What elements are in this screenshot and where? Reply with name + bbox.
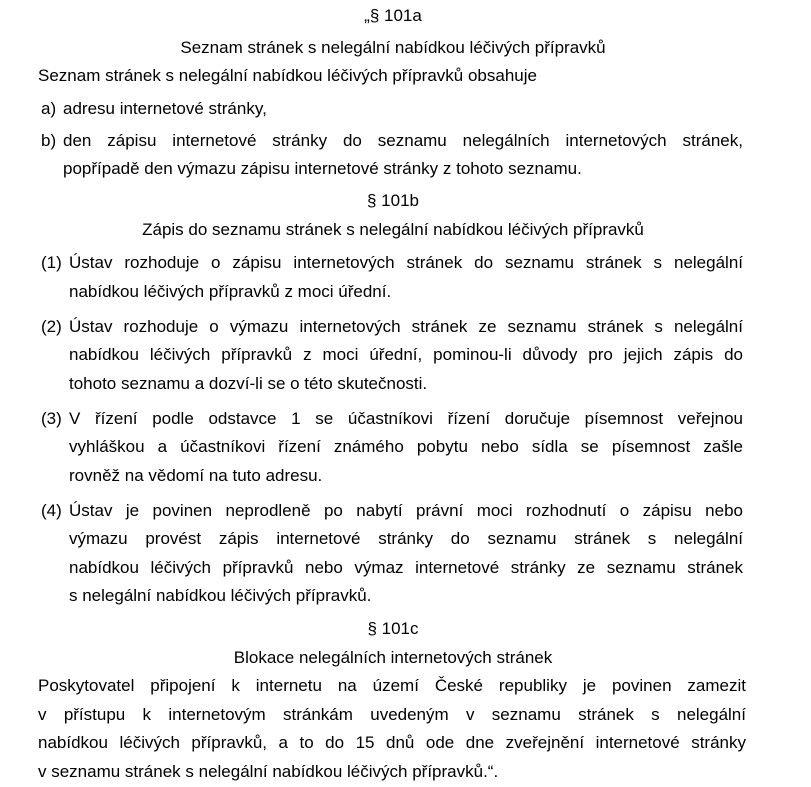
section-101a-intro: Seznam stránek s nelegální nabídkou léčivých přípravků obsahuje	[38, 66, 537, 85]
paragraph-text: Ústav rozhoduje o zápisu internetových stránek do seznamu stránek s nelegální	[69, 253, 743, 272]
item-text: popřípadě den výmazu zápisu internetové stránky z tohoto seznamu.	[63, 159, 582, 178]
paragraph-text: s nelegální nabídkou léčivých přípravků.	[69, 586, 372, 605]
item-text: den zápisu internetové stránky do seznamu nelegálních internetových stránek,	[63, 131, 743, 150]
section-101b-heading: § 101b	[367, 191, 419, 210]
paragraph-number: (4)	[41, 501, 62, 520]
paragraph-text: tohoto seznamu a dozví-li se o této skutečnosti.	[69, 374, 428, 393]
section-101b-title: Zápis do seznamu stránek s nelegální nabídkou léčivých přípravků	[142, 220, 644, 239]
paragraph-text: výmazu provést zápis internetové stránky do seznamu stránek s nelegální	[69, 529, 743, 548]
section-101c-heading: § 101c	[367, 619, 419, 638]
body-text: Poskytovatel připojení k internetu na území České republiky je povinen zamezit	[38, 676, 746, 695]
item-label: a)	[41, 99, 57, 118]
body-text: nabídkou léčivých přípravků, a to do 15 dnů ode dne zveřejnění internetové stránky	[38, 733, 746, 752]
paragraph-text: nabídkou léčivých přípravků nebo výmaz internetové stránky ze seznamu stránek	[69, 558, 743, 577]
paragraph-number: (2)	[41, 317, 62, 336]
section-101a-title: Seznam stránek s nelegální nabídkou léčivých přípravků	[180, 38, 606, 57]
paragraph-text: vyhláškou a účastníkovi řízení známého pobytu nebo sídla se písemnost zašle	[69, 437, 743, 456]
paragraph-text: nabídkou léčivých přípravků z moci úřední, pominou-li důvody pro jejich zápis do	[69, 345, 743, 364]
paragraph-text: nabídkou léčivých přípravků z moci úřední.	[69, 282, 392, 301]
paragraph-number: (1)	[41, 253, 62, 272]
paragraph-number: (3)	[41, 409, 62, 428]
section-101a-heading: „§ 101a	[364, 6, 422, 25]
section-101c-title: Blokace nelegálních internetových stránek	[233, 648, 553, 667]
paragraph-text: rovněž na vědomí na tuto adresu.	[69, 466, 323, 485]
paragraph-text: Ústav je povinen neprodleně po nabytí právní moci rozhodnutí o zápisu nebo	[69, 501, 743, 520]
body-text: v přístupu k internetovým stránkám uvedeným v seznamu stránek s nelegální	[38, 705, 746, 724]
item-label: b)	[41, 131, 57, 150]
paragraph-text: V řízení podle odstavce 1 se účastníkovi řízení doručuje písemnost veřejnou	[69, 409, 743, 428]
body-text: v seznamu stránek s nelegální nabídkou léčivých přípravků.“.	[38, 762, 499, 781]
paragraph-text: Ústav rozhoduje o výmazu internetových stránek ze seznamu stránek s nelegální	[69, 317, 743, 336]
item-text: adresu internetové stránky,	[63, 99, 267, 118]
